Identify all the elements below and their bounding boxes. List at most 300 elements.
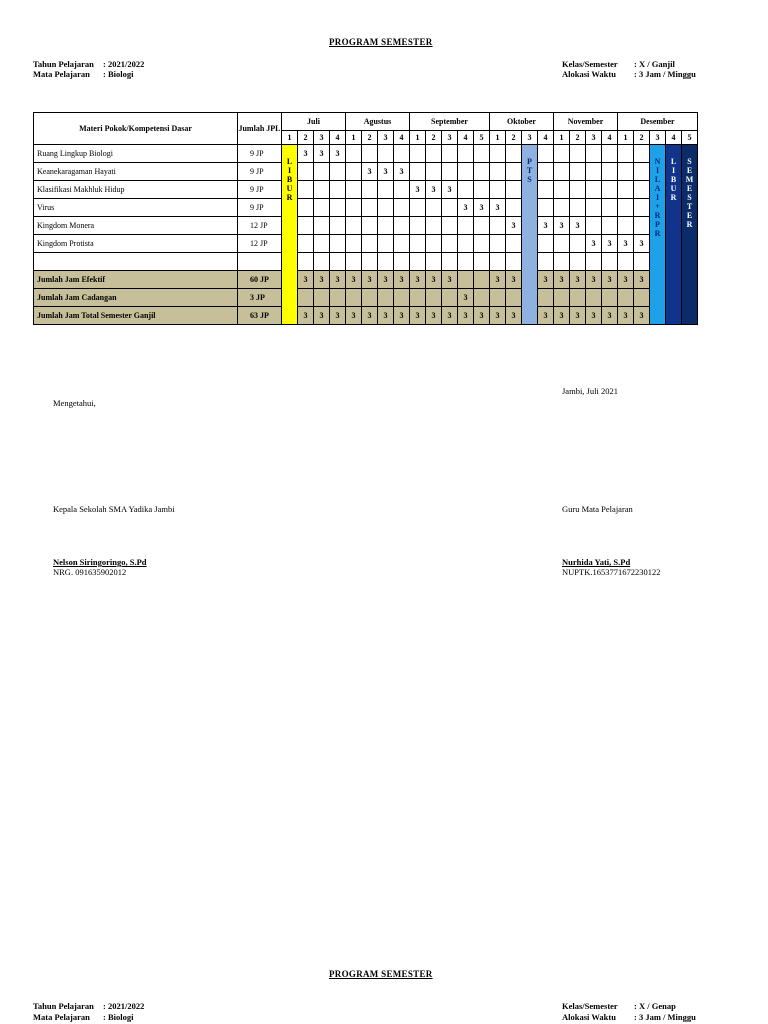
- week-cell: [362, 181, 378, 199]
- week-cell: [618, 181, 634, 199]
- week-cell: [634, 163, 650, 181]
- week-cell: [538, 163, 554, 181]
- week-cell: [378, 217, 394, 235]
- week-header: 2: [426, 131, 442, 145]
- week-cell: 3: [394, 271, 410, 289]
- week-cell: [426, 199, 442, 217]
- week-cell: [586, 253, 602, 271]
- week-cell: 3: [570, 217, 586, 235]
- week-cell: [362, 199, 378, 217]
- week-cell: [490, 163, 506, 181]
- month-header: September: [410, 113, 490, 131]
- band-pts: [522, 145, 538, 325]
- week-cell: [458, 181, 474, 199]
- week-cell: 3: [426, 271, 442, 289]
- month-header: Oktober: [490, 113, 554, 131]
- week-cell: [634, 217, 650, 235]
- tahun-value: : 2021/2022: [103, 59, 145, 69]
- week-cell: 3: [602, 307, 618, 325]
- week-cell: 3: [458, 289, 474, 307]
- week-cell: [570, 199, 586, 217]
- tahun-label-2: Tahun Pelajaran: [33, 1001, 94, 1011]
- jpl-cell: 9 JP: [238, 199, 282, 217]
- band-libur2: [666, 145, 682, 325]
- kelas-value-2: : X / Genap: [634, 1001, 676, 1011]
- week-cell: 3: [378, 163, 394, 181]
- week-cell: [314, 199, 330, 217]
- week-cell: 3: [490, 307, 506, 325]
- week-cell: [506, 199, 522, 217]
- week-cell: [442, 145, 458, 163]
- week-cell: 3: [442, 271, 458, 289]
- week-cell: [362, 217, 378, 235]
- week-cell: [490, 181, 506, 199]
- week-cell: [618, 145, 634, 163]
- week-cell: 3: [474, 307, 490, 325]
- band-letter: I: [655, 166, 660, 175]
- materi-cell: Kingdom Monera: [34, 217, 238, 235]
- week-cell: [346, 199, 362, 217]
- band-letter: R: [670, 193, 677, 202]
- week-cell: [314, 253, 330, 271]
- band-letter: L: [654, 175, 661, 184]
- band-letter: T: [526, 166, 533, 175]
- mapel-label: Mata Pelajaran: [33, 69, 90, 79]
- week-cell: [410, 199, 426, 217]
- jpl-cell: [238, 253, 282, 271]
- week-cell: [474, 271, 490, 289]
- week-cell: 3: [378, 307, 394, 325]
- week-cell: 3: [426, 181, 442, 199]
- band-letter: T: [686, 202, 693, 211]
- week-cell: [346, 217, 362, 235]
- week-cell: 3: [314, 307, 330, 325]
- week-cell: 3: [570, 271, 586, 289]
- week-cell: [314, 235, 330, 253]
- week-cell: [314, 217, 330, 235]
- band-letter: I: [671, 166, 676, 175]
- week-cell: [586, 145, 602, 163]
- week-cell: [570, 163, 586, 181]
- week-cell: [474, 145, 490, 163]
- week-cell: [554, 253, 570, 271]
- band-letter: B: [670, 175, 677, 184]
- week-cell: [618, 199, 634, 217]
- week-cell: [442, 163, 458, 181]
- alokasi-label: Alokasi Waktu: [562, 69, 616, 79]
- jpl-cell: 12 JP: [238, 235, 282, 253]
- week-cell: [330, 199, 346, 217]
- week-cell: [394, 145, 410, 163]
- kelas-label: Kelas/Semester: [562, 59, 618, 69]
- mapel-label-2: Mata Pelajaran: [33, 1012, 90, 1022]
- week-cell: 3: [442, 307, 458, 325]
- week-cell: [410, 289, 426, 307]
- week-cell: 3: [586, 235, 602, 253]
- week-cell: [474, 235, 490, 253]
- kepsek-nrg: NRG. 091635902012: [53, 567, 127, 577]
- week-cell: [298, 289, 314, 307]
- week-cell: 3: [554, 217, 570, 235]
- week-cell: 3: [330, 271, 346, 289]
- week-cell: [506, 289, 522, 307]
- week-cell: [538, 199, 554, 217]
- week-cell: 3: [538, 271, 554, 289]
- week-cell: [394, 235, 410, 253]
- week-cell: [394, 289, 410, 307]
- band-letter: R: [286, 193, 293, 202]
- week-cell: 3: [314, 145, 330, 163]
- band-letter: R: [686, 220, 693, 229]
- week-header: 4: [330, 131, 346, 145]
- band-letter: R: [654, 229, 661, 238]
- week-cell: [506, 253, 522, 271]
- week-cell: [490, 145, 506, 163]
- week-cell: [378, 199, 394, 217]
- week-cell: [330, 163, 346, 181]
- band-letter: B: [286, 175, 293, 184]
- sum-jpl-cell: 60 JP: [238, 271, 282, 289]
- jpl-cell: 9 JP: [238, 181, 282, 199]
- week-cell: [314, 181, 330, 199]
- tahun-label: Tahun Pelajaran: [33, 59, 94, 69]
- header-materi: Materi Pokok/Kompetensi Dasar: [34, 113, 238, 145]
- week-cell: [618, 253, 634, 271]
- week-cell: 3: [490, 199, 506, 217]
- week-cell: [554, 163, 570, 181]
- week-cell: [298, 163, 314, 181]
- week-cell: [442, 253, 458, 271]
- month-header: Juli: [282, 113, 346, 131]
- band-letter: R: [654, 211, 661, 220]
- week-cell: [330, 217, 346, 235]
- week-cell: [314, 163, 330, 181]
- week-cell: 3: [426, 307, 442, 325]
- week-cell: [570, 289, 586, 307]
- page-title: PROGRAM SEMESTER: [329, 37, 433, 47]
- band-letter: U: [670, 184, 677, 193]
- month-header: November: [554, 113, 618, 131]
- kelas-value: : X / Ganjil: [634, 59, 675, 69]
- week-cell: [330, 181, 346, 199]
- week-cell: [634, 181, 650, 199]
- week-cell: [378, 181, 394, 199]
- week-cell: 3: [506, 217, 522, 235]
- week-cell: [554, 289, 570, 307]
- band-letter: S: [687, 193, 692, 202]
- week-cell: [426, 217, 442, 235]
- week-cell: 3: [458, 199, 474, 217]
- materi-cell: [34, 253, 238, 271]
- week-header: 3: [378, 131, 394, 145]
- week-cell: [298, 199, 314, 217]
- week-header: 2: [506, 131, 522, 145]
- sum-label-cell: Jumlah Jam Cadangan: [34, 289, 238, 307]
- week-cell: [298, 181, 314, 199]
- week-cell: 3: [314, 271, 330, 289]
- week-header: 3: [314, 131, 330, 145]
- week-header: 5: [682, 131, 698, 145]
- week-cell: [474, 163, 490, 181]
- week-cell: [442, 217, 458, 235]
- month-header: Desember: [618, 113, 698, 131]
- week-cell: [554, 145, 570, 163]
- band-letter: +: [655, 202, 660, 211]
- week-cell: [346, 289, 362, 307]
- week-header: 2: [298, 131, 314, 145]
- week-cell: [458, 217, 474, 235]
- band-letter: I: [287, 166, 292, 175]
- week-cell: [410, 253, 426, 271]
- materi-cell: Keanekaragaman Hayati: [34, 163, 238, 181]
- week-cell: 3: [506, 271, 522, 289]
- week-cell: [458, 271, 474, 289]
- alokasi-label-2: Alokasi Waktu: [562, 1012, 616, 1022]
- week-cell: 3: [506, 307, 522, 325]
- week-cell: [410, 145, 426, 163]
- guru-title: Guru Mata Pelajaran: [562, 504, 633, 514]
- week-cell: 3: [330, 307, 346, 325]
- week-cell: 3: [618, 271, 634, 289]
- week-cell: [474, 181, 490, 199]
- week-cell: [490, 217, 506, 235]
- week-cell: [410, 235, 426, 253]
- week-cell: [458, 163, 474, 181]
- week-cell: [586, 181, 602, 199]
- week-cell: [586, 217, 602, 235]
- band-letter: N: [654, 157, 661, 166]
- band-sem: [682, 145, 698, 325]
- week-cell: [378, 235, 394, 253]
- week-header: 5: [474, 131, 490, 145]
- week-cell: 3: [586, 271, 602, 289]
- band-letter: L: [286, 157, 293, 166]
- week-cell: [410, 163, 426, 181]
- week-cell: [474, 253, 490, 271]
- jpl-cell: 9 JP: [238, 145, 282, 163]
- week-cell: [458, 253, 474, 271]
- page-title-2: PROGRAM SEMESTER: [329, 969, 433, 979]
- week-cell: [394, 181, 410, 199]
- week-header: 4: [602, 131, 618, 145]
- week-cell: [442, 199, 458, 217]
- week-cell: 3: [298, 307, 314, 325]
- week-cell: 3: [602, 271, 618, 289]
- week-cell: 3: [602, 235, 618, 253]
- band-nilai: [650, 145, 666, 325]
- week-cell: 3: [394, 307, 410, 325]
- week-cell: 3: [394, 163, 410, 181]
- week-cell: 3: [634, 271, 650, 289]
- jpl-cell: 12 JP: [238, 217, 282, 235]
- band-letter: E: [686, 184, 693, 193]
- band-letter: L: [670, 157, 677, 166]
- week-cell: 3: [298, 271, 314, 289]
- week-cell: [426, 163, 442, 181]
- week-cell: [506, 235, 522, 253]
- program-semester-table: [33, 112, 698, 325]
- alokasi-value-2: : 3 Jam / Minggu: [634, 1012, 696, 1022]
- week-header: 3: [522, 131, 538, 145]
- band-letter: P: [655, 220, 660, 229]
- week-cell: [506, 145, 522, 163]
- week-header: 4: [394, 131, 410, 145]
- band-letter: E: [686, 166, 693, 175]
- week-cell: [586, 163, 602, 181]
- week-cell: 3: [442, 181, 458, 199]
- week-cell: [298, 217, 314, 235]
- week-cell: 3: [378, 271, 394, 289]
- kepsek-name: Nelson Siringoringo, S.Pd: [53, 557, 147, 567]
- place-date: Jambi, Juli 2021: [562, 386, 618, 396]
- week-header: 1: [346, 131, 362, 145]
- week-cell: [538, 253, 554, 271]
- kelas-label-2: Kelas/Semester: [562, 1001, 618, 1011]
- week-cell: [570, 181, 586, 199]
- week-header: 1: [282, 131, 298, 145]
- week-cell: [362, 289, 378, 307]
- week-cell: [634, 145, 650, 163]
- week-header: 4: [458, 131, 474, 145]
- week-cell: [634, 289, 650, 307]
- week-header: 3: [586, 131, 602, 145]
- week-header: 3: [650, 131, 666, 145]
- week-cell: [538, 145, 554, 163]
- week-cell: [602, 163, 618, 181]
- materi-cell: Ruang Lingkup Biologi: [34, 145, 238, 163]
- week-cell: [602, 199, 618, 217]
- week-cell: 3: [298, 145, 314, 163]
- week-cell: [346, 163, 362, 181]
- week-cell: [474, 217, 490, 235]
- week-header: 2: [570, 131, 586, 145]
- week-cell: [570, 145, 586, 163]
- week-cell: [442, 289, 458, 307]
- week-cell: [554, 181, 570, 199]
- mengetahui-label: Mengetahui,: [53, 398, 96, 408]
- week-cell: [346, 235, 362, 253]
- week-cell: [378, 253, 394, 271]
- week-cell: [298, 235, 314, 253]
- week-cell: [490, 253, 506, 271]
- week-cell: [426, 289, 442, 307]
- week-cell: [538, 289, 554, 307]
- band-letter: I: [655, 193, 660, 202]
- materi-cell: Virus: [34, 199, 238, 217]
- week-cell: [362, 235, 378, 253]
- week-cell: 3: [410, 307, 426, 325]
- week-cell: [378, 289, 394, 307]
- week-cell: [410, 217, 426, 235]
- week-cell: [586, 199, 602, 217]
- week-cell: 3: [554, 307, 570, 325]
- week-cell: [506, 181, 522, 199]
- week-cell: [458, 235, 474, 253]
- week-cell: [298, 253, 314, 271]
- week-cell: [426, 235, 442, 253]
- week-cell: [330, 235, 346, 253]
- week-cell: [346, 253, 362, 271]
- week-cell: [602, 253, 618, 271]
- week-cell: 3: [618, 307, 634, 325]
- band-letter: U: [286, 184, 293, 193]
- week-cell: 3: [570, 307, 586, 325]
- week-cell: [506, 163, 522, 181]
- week-cell: 3: [634, 235, 650, 253]
- sum-jpl-cell: 63 JP: [238, 307, 282, 325]
- week-cell: 3: [410, 271, 426, 289]
- mapel-value: : Biologi: [103, 69, 134, 79]
- sum-jpl-cell: 3 JP: [238, 289, 282, 307]
- week-cell: 3: [554, 271, 570, 289]
- week-cell: [394, 217, 410, 235]
- week-cell: [394, 253, 410, 271]
- week-cell: [538, 235, 554, 253]
- band-letter: M: [685, 175, 694, 184]
- week-cell: [330, 253, 346, 271]
- week-cell: [346, 181, 362, 199]
- week-cell: 3: [362, 307, 378, 325]
- week-cell: [554, 199, 570, 217]
- week-header: 4: [666, 131, 682, 145]
- week-cell: 3: [346, 307, 362, 325]
- sum-label-cell: Jumlah Jam Efektif: [34, 271, 238, 289]
- week-cell: [602, 145, 618, 163]
- week-cell: [554, 235, 570, 253]
- kepsek-title: Kepala Sekolah SMA Yadika Jambi: [53, 504, 175, 514]
- materi-cell: Klasifikasi Makhluk Hidup: [34, 181, 238, 199]
- week-cell: [602, 181, 618, 199]
- month-header: Agustus: [346, 113, 410, 131]
- week-header: 3: [442, 131, 458, 145]
- week-cell: 3: [362, 163, 378, 181]
- week-cell: 3: [346, 271, 362, 289]
- band-libur1: [282, 145, 298, 325]
- tahun-value-2: : 2021/2022: [103, 1001, 145, 1011]
- week-cell: [570, 235, 586, 253]
- week-cell: 3: [458, 307, 474, 325]
- week-cell: [362, 253, 378, 271]
- band-letter: S: [687, 157, 692, 166]
- sum-label-cell: Jumlah Jam Total Semester Ganjil: [34, 307, 238, 325]
- week-cell: 3: [634, 307, 650, 325]
- guru-nuptk: NUPTK.1653771672230122: [562, 567, 661, 577]
- week-cell: 3: [538, 217, 554, 235]
- week-cell: [634, 253, 650, 271]
- week-cell: [490, 235, 506, 253]
- week-cell: [442, 235, 458, 253]
- week-cell: [490, 289, 506, 307]
- week-cell: [378, 145, 394, 163]
- week-header: 1: [618, 131, 634, 145]
- week-header: 2: [362, 131, 378, 145]
- week-cell: 3: [538, 307, 554, 325]
- guru-name: Nurhida Yati, S.Pd: [562, 557, 631, 567]
- week-cell: 3: [586, 307, 602, 325]
- week-cell: 3: [618, 235, 634, 253]
- week-cell: [314, 289, 330, 307]
- week-cell: 3: [490, 271, 506, 289]
- week-cell: [458, 145, 474, 163]
- materi-cell: Kingdom Protista: [34, 235, 238, 253]
- week-header: 1: [490, 131, 506, 145]
- week-header: 1: [554, 131, 570, 145]
- week-cell: 3: [474, 199, 490, 217]
- alokasi-value: : 3 Jam / Minggu: [634, 69, 696, 79]
- week-cell: [330, 289, 346, 307]
- mapel-value-2: : Biologi: [103, 1012, 134, 1022]
- week-cell: 3: [330, 145, 346, 163]
